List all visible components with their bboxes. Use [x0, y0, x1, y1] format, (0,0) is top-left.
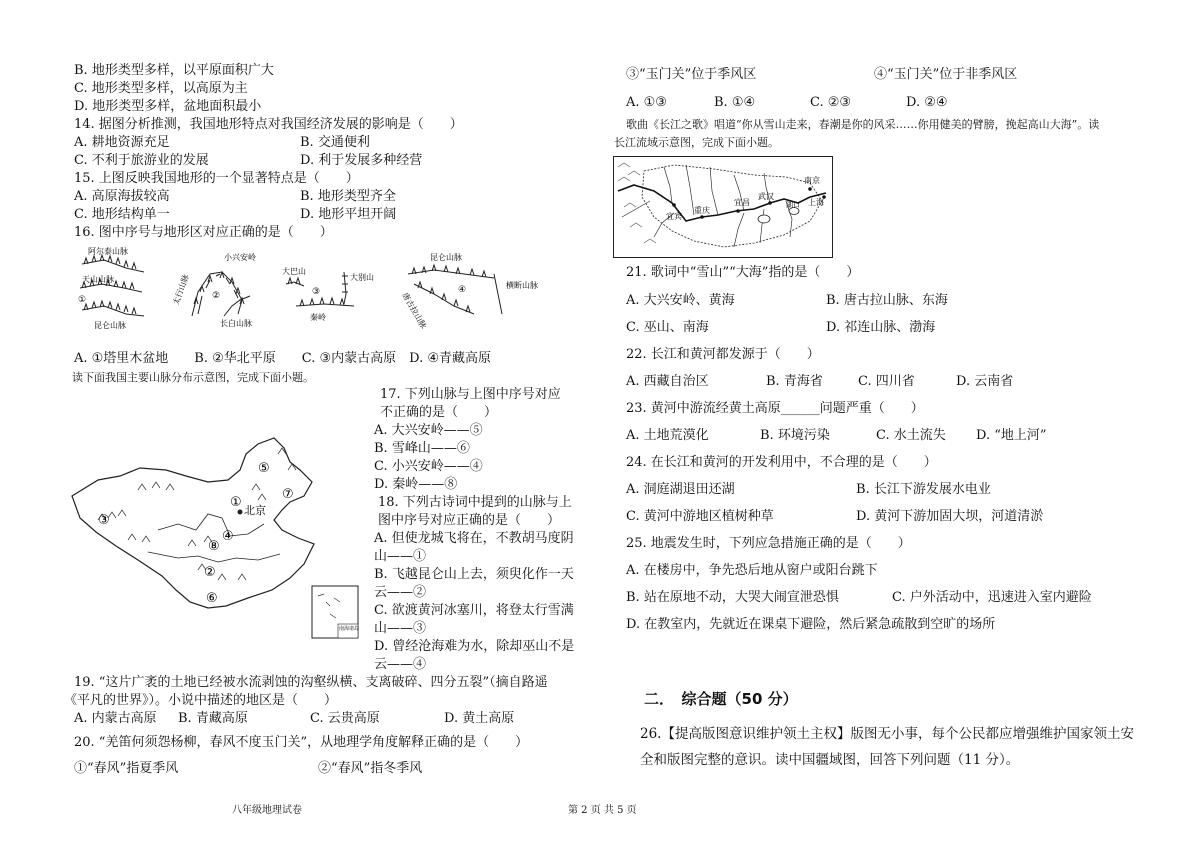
q16-fig3-label-bot: 秦岭: [310, 313, 326, 322]
q16-fig3-label-right: 大别山: [350, 273, 374, 282]
q15-option-d: D. 地形平坦开阔: [300, 207, 397, 222]
q17-option-d: D. 秦岭——⑧: [374, 477, 458, 492]
q24-option-c: C. 黄河中游地区植树种草: [626, 509, 774, 524]
q16-fig1-label-top: 阿尔泰山脉: [88, 247, 128, 256]
q14-stem: 14. 据图分析推测，我国地形特点对我国经济发展的影响是（ ）: [74, 117, 463, 132]
q20-option-2: ②“春风”指冬季风: [318, 761, 423, 776]
q26-line-2: 全和版图完整的意识。读中国疆域图，回答下列问题（11 分）。: [640, 752, 1020, 768]
q24-option-a: A. 洞庭湖退田还湖: [626, 482, 735, 497]
map-num-6: ⑥: [206, 591, 218, 606]
map-num-7: ⑦: [282, 487, 294, 502]
q18-option-c-2: 山——③: [374, 621, 427, 636]
q16-fig2-num: ②: [212, 291, 221, 301]
q20-choice-a: A. ①③: [626, 95, 667, 110]
q16-fig4-label-left: 唐古拉山脉: [400, 291, 429, 331]
city-yibin: 宜宾: [666, 212, 682, 221]
q21-option-d: D. 祁连山脉、渤海: [826, 320, 936, 335]
q25-stem: 25. 地震发生时，下列应急措施正确的是（ ）: [626, 536, 911, 551]
q20-option-4: ④“玉门关”位于非季风区: [874, 67, 1018, 82]
map-num-1: ①: [230, 495, 242, 510]
map-num-8: ⑧: [208, 539, 220, 554]
city-wuhan: 武汉: [758, 192, 774, 201]
beijing-dot: [238, 510, 243, 515]
dongting-lake: [758, 215, 770, 223]
q23-option-c: C. 水土流失: [876, 428, 946, 443]
q13-option-b: B. 地形类型多样，以平原面积广大: [74, 63, 274, 78]
q13-option-d: D. 地形类型多样，盆地面积最小: [74, 99, 262, 114]
beijing-label: 北京: [244, 504, 266, 517]
city-nanjing: 南京: [804, 176, 820, 185]
q19-line-2: 《平凡的世界》）。小说中描述的地区是（ ）: [64, 693, 338, 708]
q18-option-b-2: 云——②: [374, 585, 427, 600]
q21-option-b: B. 唐古拉山脉、东海: [826, 293, 948, 308]
q19-option-d: D. 黄土高原: [444, 711, 515, 726]
q22-option-a: A. 西藏自治区: [626, 374, 709, 389]
q19-option-c: C. 云贵高原: [310, 711, 380, 726]
q13-option-c: C. 地形类型多样，以高原为主: [74, 81, 248, 96]
map-num-2: ②: [204, 565, 216, 580]
q16-stem: 16. 图中序号与地形区对应正确的是（ ）: [74, 225, 333, 240]
yangtze-basin-map: [613, 156, 833, 258]
q17-stem-2: 不正确的是（ ）: [380, 405, 498, 420]
q16-fig1-label-mid: 天山山脉: [82, 275, 114, 284]
q15-option-a: A. 高原海拔较高: [74, 189, 170, 204]
q25-option-a: A. 在楼房中，争先恐后地从窗户或阳台跳下: [626, 563, 878, 578]
q24-stem: 24. 在长江和黄河的开发利用中，不合理的是（ ）: [626, 455, 937, 470]
q17-option-a: A. 大兴安岭——⑤: [374, 423, 483, 438]
q18-option-c-1: C. 欲渡黄河冰塞川，将登太行雪满: [374, 603, 574, 618]
q25-option-b: B. 站在原地不动，大哭大闹宣泄恐惧: [626, 590, 839, 605]
q16-fig2-label-bot: 长白山脉: [220, 319, 252, 328]
q20-choice-b: B. ①④: [714, 95, 756, 110]
city-shanghai: 上海: [808, 198, 824, 207]
footer-left: 八年级地理试卷: [232, 805, 302, 816]
city-hukou: 湖口: [786, 201, 800, 209]
q25-option-c: C. 户外活动中，迅速进入室内避险: [892, 590, 1092, 605]
q14-option-d: D. 利于发展多种经营: [300, 153, 423, 168]
q16-landform-figure: [74, 244, 538, 336]
q16-figure-2: [192, 272, 250, 316]
q16-fig4-label-right: 横断山脉: [506, 281, 538, 290]
q21-option-a: A. 大兴安岭、黄海: [626, 293, 735, 308]
q18-stem-2: 图中序号对应正确的是（ ）: [378, 513, 561, 528]
q18-option-b-1: B. 飞越昆仑山上去，须臾化作一天: [374, 567, 574, 582]
section-2-heading: 二． 综合题（50 分）: [644, 690, 798, 708]
city-chongqing: 重庆: [694, 206, 710, 215]
map-num-3: ③: [98, 513, 110, 528]
q25-option-d: D. 在教室内，先就近在课桌下避险，然后紧急疏散到空旷的场所: [626, 617, 996, 632]
q16-fig3-label-left: 大巴山: [282, 267, 306, 276]
q16-fig1-num: ①: [78, 295, 87, 305]
q21-stem: 21. 歌词中“雪山”“大海”指的是（ ）: [626, 265, 860, 280]
q15-option-b: B. 地形类型齐全: [300, 189, 396, 204]
q17-option-c: C. 小兴安岭——④: [374, 459, 483, 474]
q16-figure-1: [80, 255, 144, 316]
q17-option-b: B. 雪峰山——⑥: [374, 441, 470, 456]
footer-page: 第 2 页 共 5 页: [568, 805, 637, 816]
q16-fig2-label-right: 小兴安岭: [224, 253, 256, 262]
song-intro-1: 歌曲《长江之歌》唱道“你从雪山走来，春潮是你的风采……你用健美的臂膀，挽起高山大海”。读: [626, 118, 1100, 131]
map-num-4: ④: [222, 529, 234, 544]
q15-stem: 15. 上图反映我国地形的一个显著特点是（ ）: [74, 171, 359, 186]
q16-fig1-label-bot: 昆仑山脉: [94, 321, 126, 330]
song-intro-2: 长江流域示意图，完成下面小题。: [614, 136, 779, 149]
q18-option-d-1: D. 曾经沧海难为水，除却巫山不是: [374, 639, 575, 654]
q14-option-c: C. 不利于旅游业的发展: [74, 153, 209, 168]
q22-stem: 22. 长江和黄河都发源于（ ）: [626, 347, 820, 362]
china-mountain-map: [68, 430, 368, 640]
q17-stem-1: 17. 下列山脉与上图中序号对应: [380, 387, 561, 402]
q18-option-a-1: A. 但使龙城飞将在，不教胡马度阴: [374, 531, 574, 546]
q18-option-d-2: 云——④: [374, 657, 427, 672]
q19-option-a: A. 内蒙古高原: [74, 711, 157, 726]
q20-option-1: ①“春风”指夏季风: [74, 761, 179, 776]
read-map-intro: 读下面我国主要山脉分布示意图，完成下面小题。: [72, 371, 314, 384]
q22-option-d: D. 云南省: [956, 374, 1014, 389]
q16-fig4-num: ④: [458, 285, 467, 295]
q24-option-b: B. 长江下游发展水电业: [856, 482, 991, 497]
q22-option-c: C. 四川省: [858, 374, 915, 389]
q16-options: A. ①塔里木盆地 B. ②华北平原 C. ③内蒙古高原 D. ④青藏高原: [74, 351, 492, 366]
yellow-river: [158, 514, 264, 536]
q16-fig3-num: ③: [312, 287, 321, 297]
q23-stem: 23. 黄河中游流经黄土高原______问题严重（ ）: [626, 401, 924, 416]
q22-option-b: B. 青海省: [766, 374, 823, 389]
map-num-5: ⑤: [258, 461, 270, 476]
q19-line-1: 19. “这片广袤的土地已经被水流剥蚀的沟壑纵横、支离破碎、四分五裂”（摘自路遥: [74, 675, 548, 690]
q15-option-c: C. 地形结构单一: [74, 207, 170, 222]
q16-fig4-label-top: 昆仑山脉: [430, 253, 462, 262]
q23-option-d: D. “地上河”: [976, 428, 1047, 443]
q16-fig2-label-left: 太行山脉: [171, 273, 191, 307]
q18-option-a-2: 山——①: [374, 549, 427, 564]
q16-figure-4: [408, 265, 502, 314]
q18-stem-1: 18. 下列古诗词中提到的山脉与上: [378, 495, 572, 510]
q23-option-b: B. 环境污染: [760, 428, 830, 443]
q20-choice-d: D. ②④: [906, 95, 948, 110]
q20-option-3: ③“玉门关”位于季风区: [626, 67, 757, 82]
q19-option-b: B. 青藏高原: [178, 711, 248, 726]
q14-option-a: A. 耕地资源充足: [74, 135, 170, 150]
q21-option-c: C. 巫山、南海: [626, 320, 709, 335]
inset-label: 南海诸岛: [339, 626, 360, 632]
q26-line-1: 26.【提高版图意识维护领土主权】版图无小事，每个公民都应增强维护国家领土安: [640, 726, 1134, 742]
city-yichang: 宜昌: [734, 198, 750, 207]
terrain-marks: [618, 163, 656, 243]
q23-option-a: A. 土地荒漠化: [626, 428, 709, 443]
q24-option-d: D. 黄河下游加固大坝，河道清淤: [856, 509, 1044, 524]
q20-stem: 20. “羌笛何须怨杨柳，春风不度玉门关”，从地理学角度解释正确的是（ ）: [74, 735, 529, 750]
q20-choice-c: C. ②③: [810, 95, 852, 110]
q14-option-b: B. 交通便利: [300, 135, 370, 150]
